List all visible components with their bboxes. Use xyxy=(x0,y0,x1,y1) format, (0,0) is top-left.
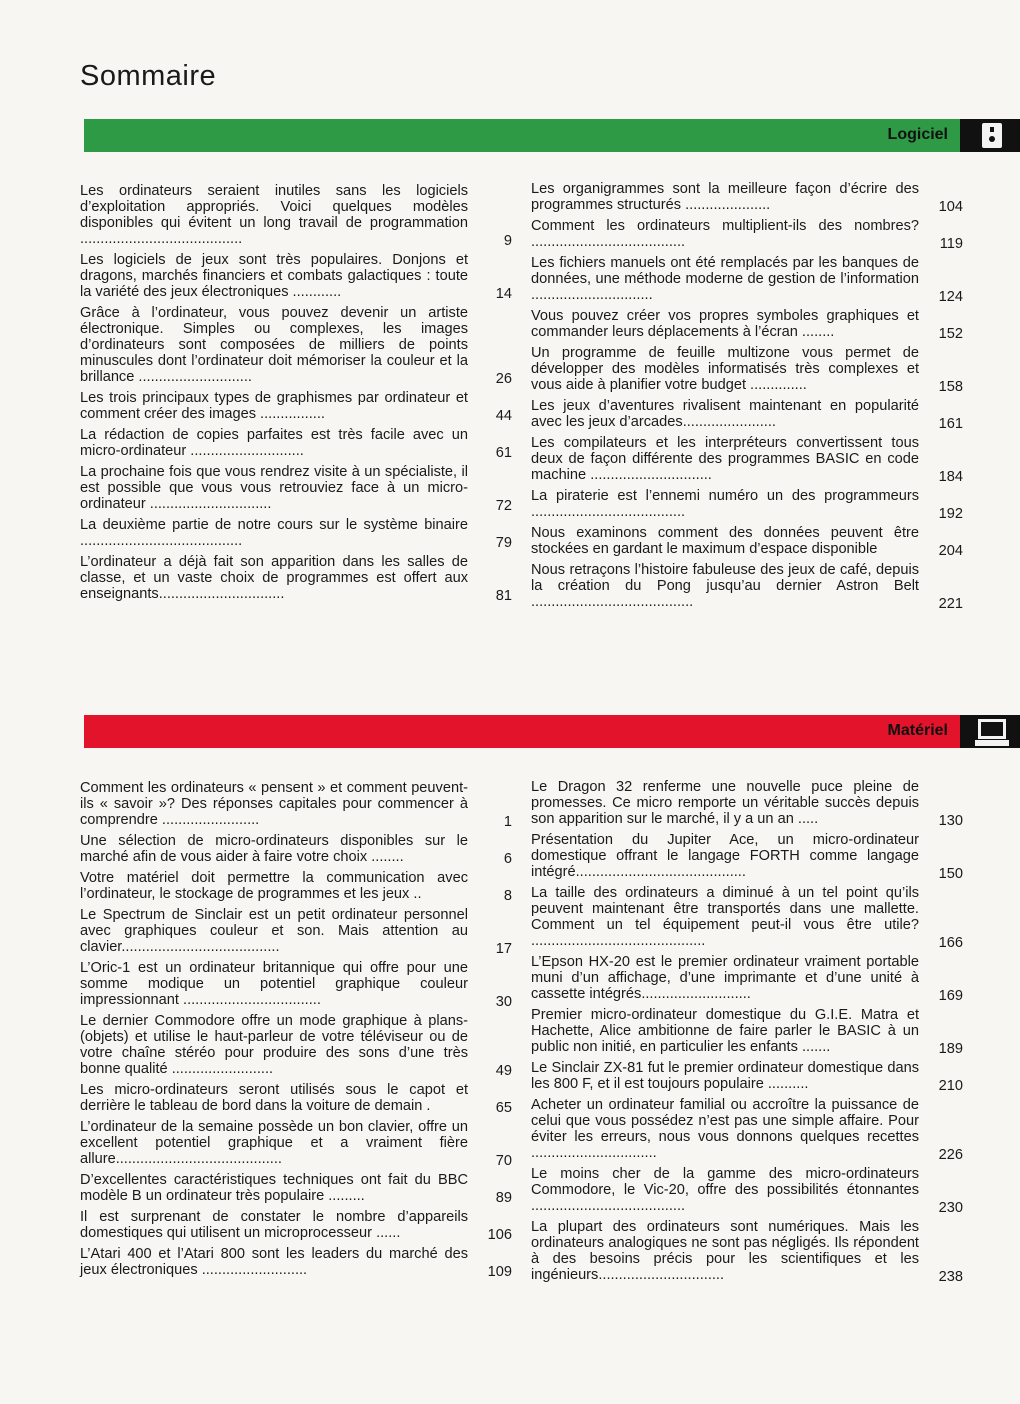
toc-entry xyxy=(80,780,512,828)
toc-entry xyxy=(80,1246,512,1278)
toc-entry-title: Les compilateurs et les interpréteurs convertissent tous deux de façon différente des programmes BASIC en code machine .............................. xyxy=(531,435,919,483)
toc-entry-title: Une sélection de micro-ordinateurs disponibles sur le marché afin de vous aider à faire votre choix ........ xyxy=(80,833,468,865)
toc-entry-page-number: 189 xyxy=(938,1041,963,1057)
toc-entry-page-number: 89 xyxy=(495,1190,512,1206)
toc-entry-page-number: 204 xyxy=(938,543,963,559)
toc-entry-page-number: 17 xyxy=(495,941,512,957)
toc-entry-page-number: 81 xyxy=(495,588,512,604)
toc-entry-title: L’Epson HX-20 est le premier ordinateur vraiment portable muni d’un affichage, d’une imprimante et d’une unité à cassette intégrés........................... xyxy=(531,954,919,1002)
toc-entry-page-number: 26 xyxy=(495,371,512,387)
toc-entry-page-number: 72 xyxy=(495,498,512,514)
toc-entry-title: L’ordinateur a déjà fait son apparition dans les salles de classe, et un vaste choix de programmes est offert aux enseignants............................... xyxy=(80,554,468,602)
toc-entry-title: Nous examinons comment des données peuvent être stockées en gardant le maximum d’espace disponible xyxy=(531,525,919,557)
toc-entry-title: Le Sinclair ZX-81 fut le premier ordinateur domestique dans les 800 F, et il est toujours populaire .......... xyxy=(531,1060,919,1092)
toc-entry-page-number: 109 xyxy=(487,1264,512,1280)
toc-entry-page-number: 65 xyxy=(495,1100,512,1116)
toc-entry-title: Le moins cher de la gamme des micro-ordinateurs Commodore, le Vic-20, offre des possibilités étonnantes ...................................... xyxy=(531,1166,919,1214)
toc-entry xyxy=(531,525,963,557)
toc-entry xyxy=(80,427,512,459)
toc-entry-page-number: 8 xyxy=(503,888,512,904)
materiel-right-column xyxy=(531,779,963,1283)
toc-entry-title: Premier micro-ordinateur domestique du G.I.E. Matra et Hachette, Alice ambitionne de faire parler le BASIC à un public non initié, en particulier les enfants ....... xyxy=(531,1007,919,1055)
toc-entry-page-number: 1 xyxy=(503,814,512,830)
toc-entry xyxy=(80,305,512,385)
computer-monitor-icon xyxy=(978,719,1006,739)
toc-entry xyxy=(531,779,963,827)
toc-entry-page-number: 238 xyxy=(938,1269,963,1285)
toc-entry-title: Les fichiers manuels ont été remplacés par les banques de données, une méthode moderne de gestion de l’information .............................. xyxy=(531,255,919,303)
toc-entry xyxy=(531,218,963,250)
toc-entry-page-number: 130 xyxy=(938,813,963,829)
toc-entry-title: La piraterie est l’ennemi numéro un des programmeurs ...................................... xyxy=(531,488,919,520)
toc-entry xyxy=(531,345,963,393)
materiel-icon-box xyxy=(960,715,1020,748)
toc-entry-page-number: 226 xyxy=(938,1147,963,1163)
logiciel-right-column xyxy=(531,181,963,610)
materiel-left-column xyxy=(80,780,512,1278)
logiciel-section-band xyxy=(84,119,960,152)
toc-entry-title: Comment les ordinateurs « pensent » et comment peuvent-ils « savoir »? Des réponses capitales pour commencer à comprendre ........................ xyxy=(80,780,468,828)
toc-entry-page-number: 30 xyxy=(495,994,512,1010)
toc-entry xyxy=(80,833,512,865)
materiel-section-band xyxy=(84,715,960,748)
logiciel-left-column xyxy=(80,183,512,602)
toc-entry-title: Les micro-ordinateurs seront utilisés sous le capot et derrière le tableau de bord dans la voiture de demain . xyxy=(80,1082,468,1114)
toc-entry-page-number: 166 xyxy=(938,935,963,951)
toc-entry-page-number: 158 xyxy=(938,379,963,395)
toc-entry-title: La deuxième partie de notre cours sur le système binaire ........................................ xyxy=(80,517,468,549)
logiciel-section-label: Logiciel xyxy=(887,126,948,143)
toc-entry-page-number: 184 xyxy=(938,469,963,485)
toc-entry-page-number: 192 xyxy=(938,506,963,522)
toc-entry xyxy=(80,183,512,247)
toc-entry xyxy=(531,255,963,303)
toc-entry xyxy=(80,252,512,300)
toc-entry-title: Les ordinateurs seraient inutiles sans les logiciels d’exploitation appropriés. Voici quelques modèles disponibles qui évitent un long travail de programmation ........................................ xyxy=(80,183,468,247)
toc-entry xyxy=(531,181,963,213)
toc-entry-title: Votre matériel doit permettre la communication avec l’ordinateur, le stockage de programmes et les jeux .. xyxy=(80,870,468,902)
toc-entry-page-number: 79 xyxy=(495,535,512,551)
toc-entry-title: Le dernier Commodore offre un mode graphique à plans-(objets) et utilise le haut-parleur de votre téléviseur ou de votre chaîne stéréo pour produire des sons d’une très bonne qualité ......................... xyxy=(80,1013,468,1077)
toc-entry-title: L’ordinateur de la semaine possède un bon clavier, offre un excellent potentiel graphique et a vraiment fière allure......................................... xyxy=(80,1119,468,1167)
toc-entry xyxy=(531,435,963,483)
toc-entry-title: Les organigrammes sont la meilleure façon d’écrire des programmes structurés ..................... xyxy=(531,181,919,213)
toc-entry-title: La plupart des ordinateurs sont numériques. Mais les ordinateurs analogiques ne sont pas négligés. Ils répondent à des besoins précis pour les scientifiques et les ingénieurs............................... xyxy=(531,1219,919,1283)
toc-entry-page-number: 210 xyxy=(938,1078,963,1094)
toc-entry xyxy=(531,488,963,520)
toc-entry-page-number: 152 xyxy=(938,326,963,342)
toc-entry xyxy=(80,1209,512,1241)
toc-entry-title: Un programme de feuille multizone vous permet de développer des modèles informatisés très complexes et vous aide à planifier votre budget .............. xyxy=(531,345,919,393)
toc-entry-title: Présentation du Jupiter Ace, un micro-ordinateur domestique offrant le langage FORTH comme langage intégré.......................................... xyxy=(531,832,919,880)
toc-entry-title: La rédaction de copies parfaites est très facile avec un micro-ordinateur ............................ xyxy=(80,427,468,459)
toc-entry-title: Le Spectrum de Sinclair est un petit ordinateur personnel avec graphiques couleur et son. Mais attention au clavier....................................... xyxy=(80,907,468,955)
toc-entry-page-number: 49 xyxy=(495,1063,512,1079)
toc-entry-page-number: 44 xyxy=(495,408,512,424)
toc-entry-page-number: 169 xyxy=(938,988,963,1004)
toc-entry-title: L’Oric-1 est un ordinateur britannique qui offre pour une somme modique un potentiel graphique couleur impressionnant .................................. xyxy=(80,960,468,1008)
toc-entry-title: L’Atari 400 et l’Atari 800 sont les leaders du marché des jeux électroniques .......................... xyxy=(80,1246,468,1278)
toc-entry-page-number: 230 xyxy=(938,1200,963,1216)
toc-entry xyxy=(531,562,963,610)
toc-entry-title: Le Dragon 32 renferme une nouvelle puce pleine de promesses. Ce micro remporte un véritable succès depuis son apparition sur le marché, il y a un an ..... xyxy=(531,779,919,827)
toc-entry-title: Il est surprenant de constater le nombre d’appareils domestiques qui utilisent un microprocesseur ...... xyxy=(80,1209,468,1241)
toc-entry-page-number: 61 xyxy=(495,445,512,461)
logiciel-icon-box xyxy=(960,119,1020,152)
toc-entry-title: Acheter un ordinateur familial ou accroître la puissance de celui que vous possédez n’est pas une simple affaire. Pour éviter les erreurs, nous vous donnons quelques recettes ............................... xyxy=(531,1097,919,1161)
toc-entry-page-number: 104 xyxy=(938,199,963,215)
toc-entry xyxy=(80,1172,512,1204)
toc-entry xyxy=(531,1166,963,1214)
toc-entry-title: Les logiciels de jeux sont très populaires. Donjons et dragons, marchés financiers et combats galactiques : toute la variété des jeux électroniques ............ xyxy=(80,252,468,300)
toc-entry xyxy=(80,554,512,602)
toc-entry-title: Vous pouvez créer vos propres symboles graphiques et commander leurs déplacements à l’écran ........ xyxy=(531,308,919,340)
toc-entry-page-number: 106 xyxy=(487,1227,512,1243)
toc-entry xyxy=(80,517,512,549)
toc-entry-page-number: 119 xyxy=(939,236,963,252)
toc-entry xyxy=(531,1097,963,1161)
toc-entry xyxy=(531,1060,963,1092)
toc-entry-page-number: 124 xyxy=(938,289,963,305)
page-title: Sommaire xyxy=(80,60,217,92)
toc-entry xyxy=(80,1119,512,1167)
toc-entry-title: Les jeux d’aventures rivalisent maintenant en popularité avec les jeux d’arcades....................... xyxy=(531,398,919,430)
toc-entry xyxy=(531,1219,963,1283)
toc-entry-title: Grâce à l’ordinateur, vous pouvez devenir un artiste électronique. Simples ou complexes, les images d’ordinateurs sont composées de milliers de points minuscules dont l’ordinateur doit mémoriser la couleur et la brillance ............................ xyxy=(80,305,468,385)
toc-entry xyxy=(531,832,963,880)
toc-entry-page-number: 6 xyxy=(503,851,512,867)
toc-entry xyxy=(80,390,512,422)
toc-entry xyxy=(531,1007,963,1055)
toc-entry xyxy=(531,954,963,1002)
toc-entry xyxy=(531,885,963,949)
toc-entry-title: Nous retraçons l’histoire fabuleuse des jeux de café, depuis la création du Pong jusqu’au dernier Astron Belt ........................................ xyxy=(531,562,919,610)
floppy-disk-icon xyxy=(982,123,1002,148)
toc-entry-page-number: 150 xyxy=(938,866,963,882)
toc-entry-title: La prochaine fois que vous rendrez visite à un spécialiste, il est possible que vous vous retrouviez face à un micro-ordinateur .............................. xyxy=(80,464,468,512)
toc-entry xyxy=(80,960,512,1008)
toc-entry xyxy=(80,907,512,955)
toc-entry xyxy=(80,870,512,902)
toc-entry xyxy=(531,308,963,340)
toc-entry-page-number: 161 xyxy=(938,416,963,432)
toc-entry-title: Les trois principaux types de graphismes par ordinateur et comment créer des images ................ xyxy=(80,390,468,422)
toc-entry-title: Comment les ordinateurs multiplient-ils des nombres? ...................................... xyxy=(531,218,919,250)
toc-entry xyxy=(80,1013,512,1077)
toc-entry xyxy=(531,398,963,430)
toc-entry-page-number: 221 xyxy=(938,596,963,612)
toc-entry xyxy=(80,464,512,512)
toc-entry-title: D’excellentes caractéristiques techniques ont fait du BBC modèle B un ordinateur très populaire ......... xyxy=(80,1172,468,1204)
toc-entry-page-number: 9 xyxy=(503,233,512,249)
toc-entry-page-number: 70 xyxy=(495,1153,512,1169)
materiel-section-label: Matériel xyxy=(887,722,948,739)
toc-entry xyxy=(80,1082,512,1114)
toc-entry-title: La taille des ordinateurs a diminué à un tel point qu’ils peuvent maintenant être transportés dans une mallette. Comment un tel équipement peut-il vous être utile? ........................................... xyxy=(531,885,919,949)
toc-entry-page-number: 14 xyxy=(495,286,512,302)
